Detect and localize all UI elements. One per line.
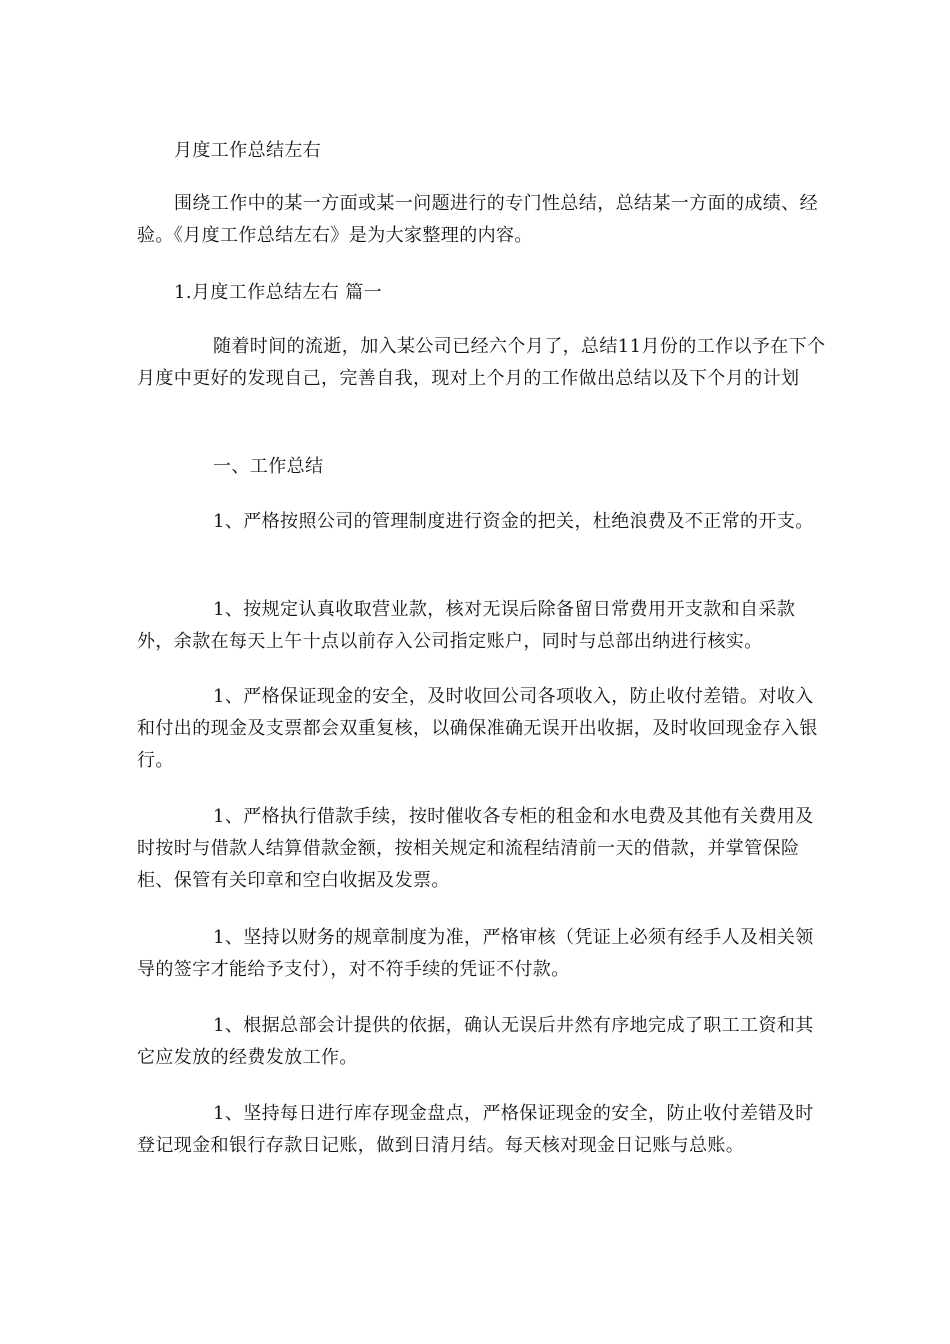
list-item: 1、严格按照公司的管理制度进行资金的把关，杜绝浪费及不正常的开支。 xyxy=(213,511,814,532)
intro-paragraph: 围绕工作中的某一方面或某一问题进行的专门性总结，总结某一方面的成绩、经验。《月度工作总结左右》是为大家整理的内容。 xyxy=(137,193,818,246)
section-heading: 1.月度工作总结左右 篇一 xyxy=(174,282,383,303)
list-item: 1、严格执行借款手续，按时催收各专柜的租金和水电费及其他有关费用及时按时与借款人结算借款金额，按相关规定和流程结清前一天的借款，并掌管保险柜、保管有关印章和空白收据及发票。 xyxy=(137,806,814,891)
list-item: 1、按规定认真收取营业款，核对无误后除备留日常费用开支款和自采款外，余款在每天上午十点以前存入公司指定账户，同时与总部出纳进行核实。 xyxy=(137,599,796,652)
list-item: 1、坚持以财务的规章制度为准，严格审核（凭证上必须有经手人及相关领导的签字才能给予支付），对不符手续的凭证不付款。 xyxy=(137,927,814,980)
subheading-work-summary: 一、工作总结 xyxy=(213,456,324,477)
list-item: 1、坚持每日进行库存现金盘点，严格保证现金的安全，防止收付差错及时登记现金和银行存款日记账，做到日清月结。每天核对现金日记账与总账。 xyxy=(137,1103,814,1156)
opening-paragraph: 随着时间的流逝，加入某公司已经六个月了，总结11月份的工作以予在下个月度中更好的发现自己，完善自我，现对上个月的工作做出总结以及下个月的计划 xyxy=(137,336,826,389)
list-item: 1、根据总部会计提供的依据，确认无误后井然有序地完成了职工工资和其它应发放的经费发放工作。 xyxy=(137,1015,814,1068)
list-item: 1、严格保证现金的安全，及时收回公司各项收入，防止收付差错。对收入和付出的现金及支票都会双重复核，以确保准确无误开出收据，及时收回现金存入银行。 xyxy=(137,686,818,771)
document-title: 月度工作总结左右 xyxy=(174,140,322,161)
